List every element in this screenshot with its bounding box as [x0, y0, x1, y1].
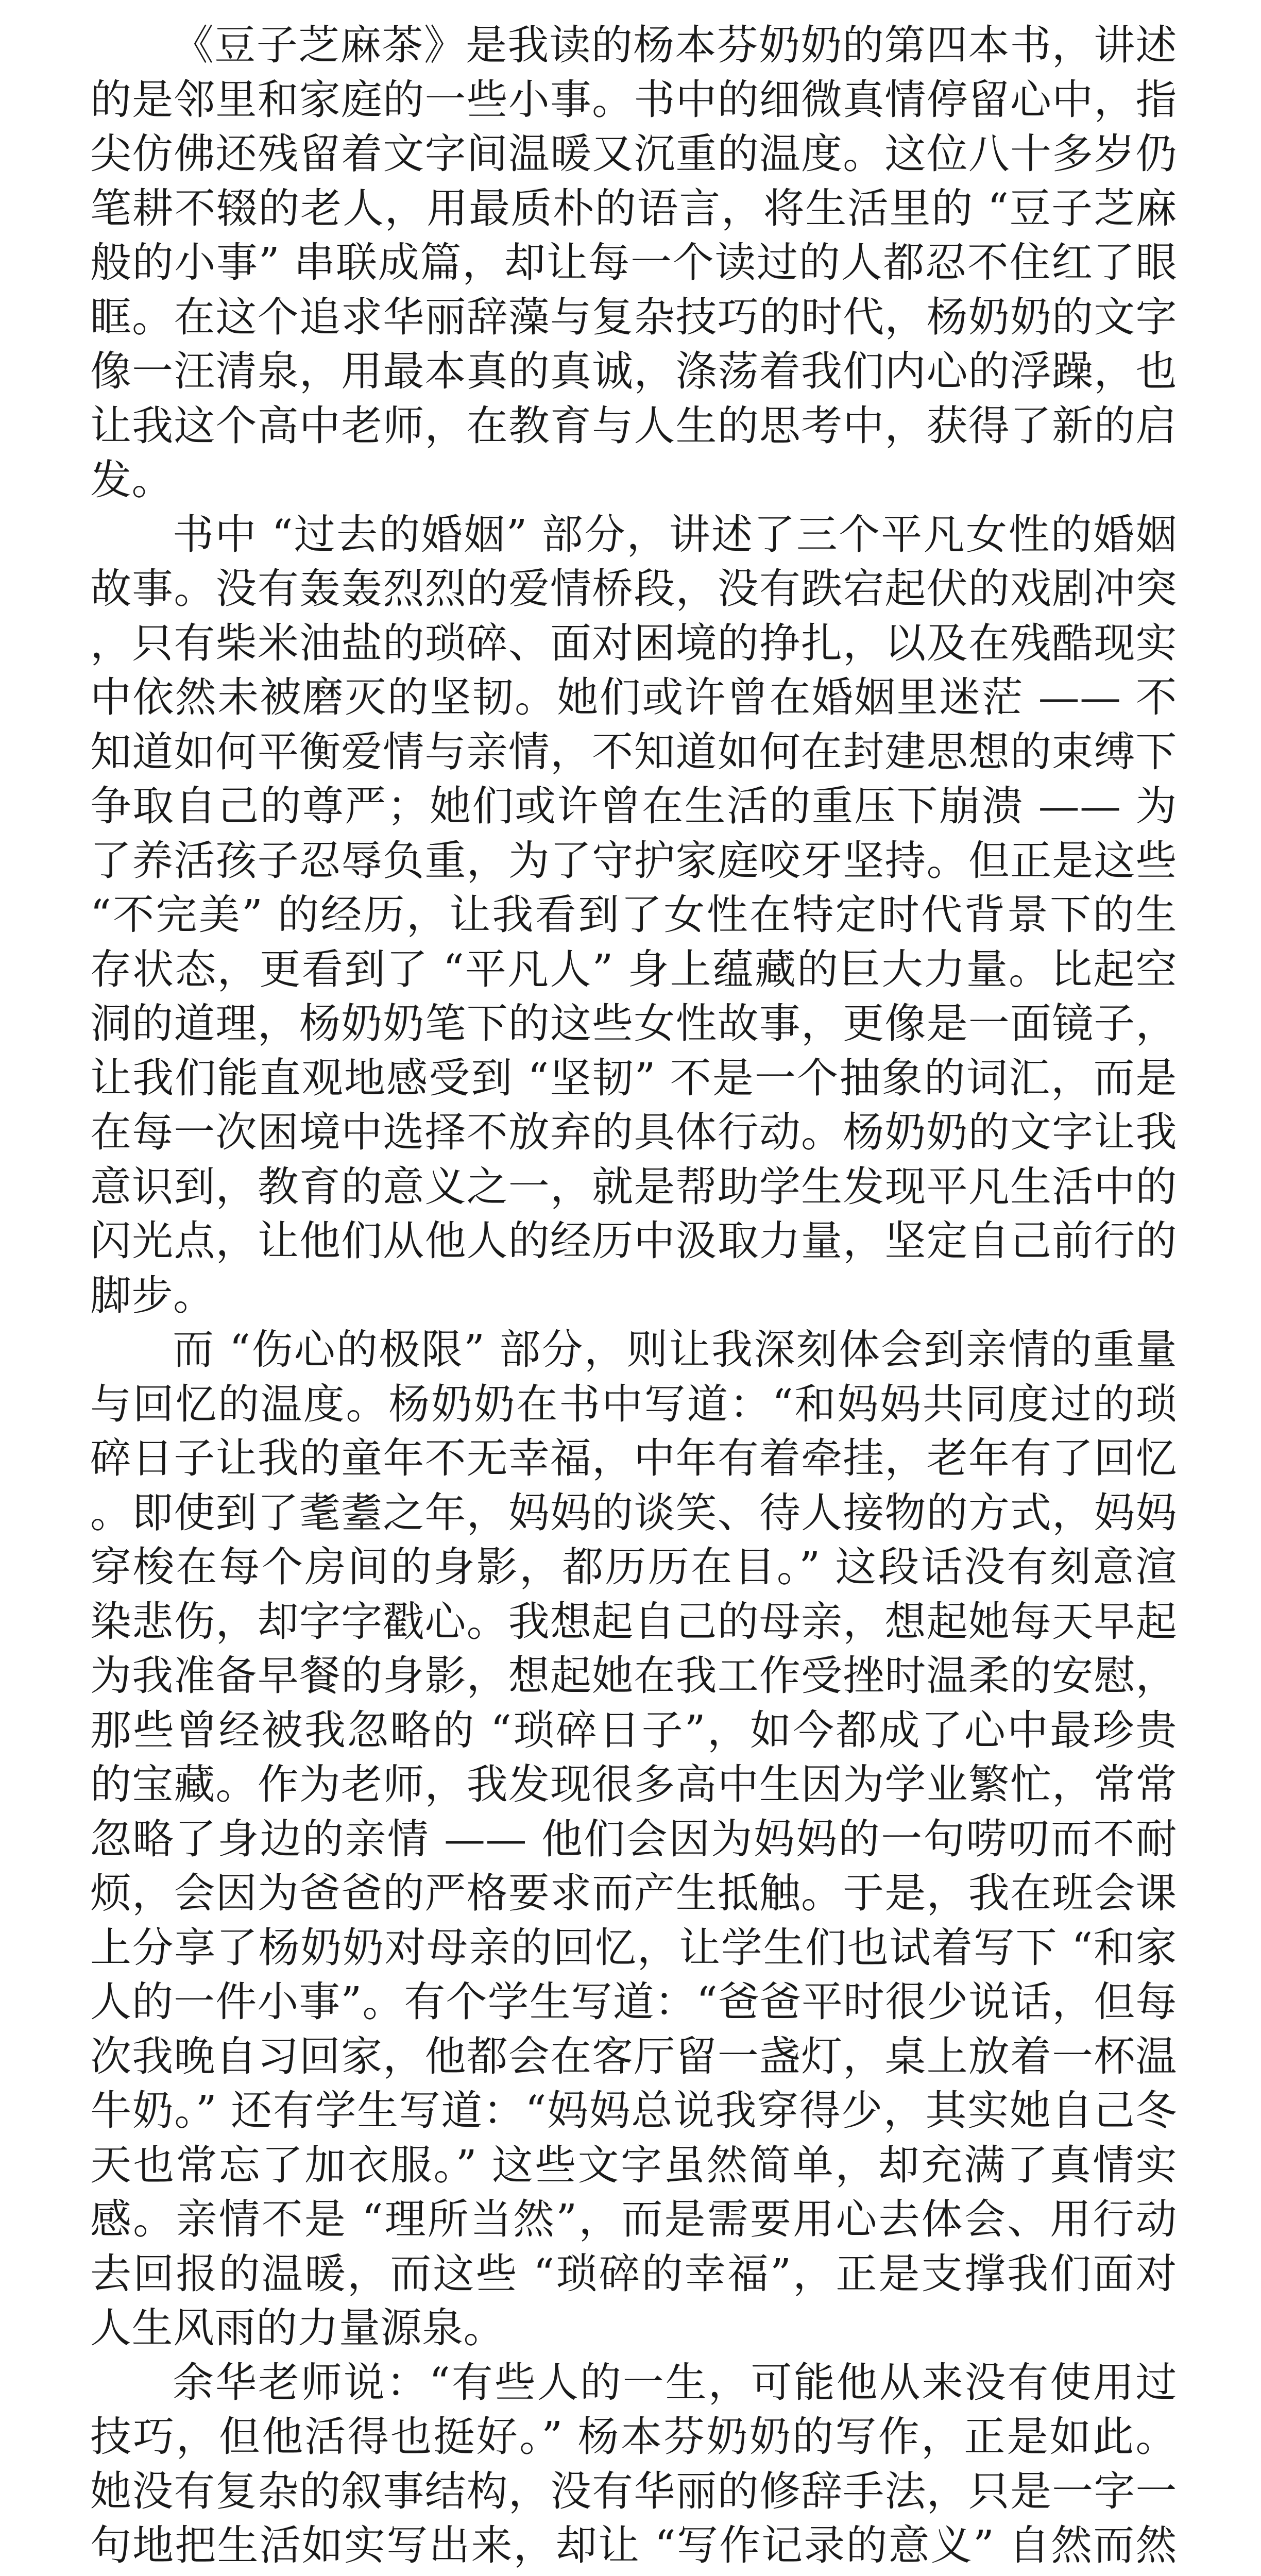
paragraph-limit-of-grief: 而 “伤心的极限” 部分，则让我深刻体会到亲情的重量与回忆的温度。杨奶奶在书中写道：“和妈妈共同度过的琐碎日子让我的童年不无幸福，中年有着牵挂，老年有了回忆。即使到了耄耋之年，妈妈的谈笑、待人接物的方式，妈妈穿梭在每个房间的身影，都历历在目。” 这段话没有刻意渲染悲伤，却字字戳心。我想起自己的母亲，想起她每天早起为我准备早餐的身影，想起她在我工作受挫时温柔的安慰，那些曾经被我忽略的 “琐碎日子”，如今都成了心中最珍贵的宝藏。作为老师，我发现很多高中生因为学业繁忙，常常忽略了身边的亲情 —— 他们会因为妈妈的一句唠叨而不耐烦，会因为爸爸的严格要求而产生抵触。于是，我在班会课上分享了杨奶奶对母亲的回忆，让学生们也试着写下 “和家人的一件小事”。有个学生写道：“爸爸平时很少说话，但每次我晚自习回家，他都会在客厅留一盏灯，桌上放着一杯温牛奶。” 还有学生写道：“妈妈总说我穿得少，其实她自己冬天也常忘了加衣服。” 这些文字虽然简单，却充满了真情实感。亲情不是 “理所当然”，而是需要用心去体会、用行动去回报的温暖，而这些 “琐碎的幸福”，正是支撑我们面对人生风雨的力量源泉。 — [90, 1326, 1177, 2352]
paragraph-intro: 《豆子芝麻茶》是我读的杨本芬奶奶的第四本书，讲述的是邻里和家庭的一些小事。书中的细微真情停留心中，指尖仿佛还残留着文字间温暖又沉重的温度。这位八十多岁仍笔耕不辍的老人，用最质朴的语言，将生活里的 “豆子芝麻般的小事” 串联成篇，却让每一个读过的人都忍不住红了眼眶。在这个追求华丽辞藻与复杂技巧的时代，杨奶奶的文字像一汪清泉，用最本真的真诚，涤荡着我们内心的浮躁，也让我这个高中老师，在教育与人生的思考中，获得了新的启发。 — [90, 21, 1177, 504]
paragraph-past-marriage: 书中 “过去的婚姻” 部分，讲述了三个平凡女性的婚姻故事。没有轰轰烈烈的爱情桥段，没有跌宕起伏的戏剧冲突，只有柴米油盐的琐碎、面对困境的挣扎，以及在残酷现实中依然未被磨灭的坚韧。她们或许曾在婚姻里迷茫 —— 不知道如何平衡爱情与亲情，不知道如何在封建思想的束缚下争取自己的尊严；她们或许曾在生活的重压下崩溃 —— 为了养活孩子忍辱负重，为了守护家庭咬牙坚持。但正是这些 “不完美” 的经历，让我看到了女性在特定时代背景下的生存状态，更看到了 “平凡人” 身上蕴藏的巨大力量。比起空洞的道理，杨奶奶笔下的这些女性故事，更像是一面镜子，让我们能直观地感受到 “坚韧” 不是一个抽象的词汇，而是在每一次困境中选择不放弃的具体行动。杨奶奶的文字让我意识到，教育的意义之一，就是帮助学生发现平凡生活中的闪光点，让他们从他人的经历中汲取力量，坚定自己前行的脚步。 — [90, 510, 1177, 1319]
article-body — [90, 18, 1177, 2576]
paragraph-no-technique: 余华老师说：“有些人的一生，可能他从来没有使用过技巧，但他活得也挺好。” 杨本芬奶奶的写作，正是如此。她没有复杂的叙事结构，没有华丽的修辞手法，只是一字一句地把生活如实写出来，却让 “写作记录的意义” 自然而然 — [90, 2358, 1177, 2569]
